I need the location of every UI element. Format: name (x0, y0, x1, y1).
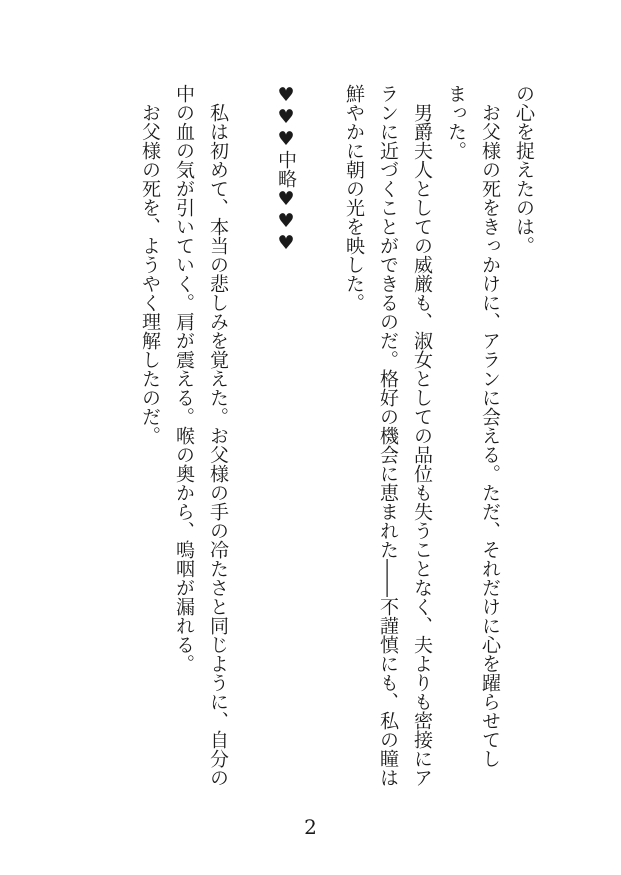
text-line: お父様の死を、ようやく理解したのだ。 (139, 84, 161, 445)
text-line: 中の血の気が引いていく。肩が震える。喉の奥から、嗚咽が漏れる。 (173, 84, 195, 673)
text-line: 男爵夫人としての威厳も、淑女としての品位も失うことなく、夫よりも密接にア (411, 84, 433, 787)
text-line: お父様の死をきっかけに、アランに会える。ただ、それだけに心を躍らせてし (479, 84, 501, 768)
section-omission-divider: ♥♥♥中略♥♥♥ (275, 84, 297, 254)
text-line: 私は初めて、本当の悲しみを覚えた。お父様の手の冷たさと同じように、自分の (207, 84, 229, 787)
text-line: まった。 (445, 84, 467, 160)
blank-line (235, 84, 269, 786)
blank-line (303, 84, 337, 786)
text-block (133, 84, 541, 786)
text-line: ランに近づくことができるのだ。格好の機会に恵まれた――不謹慎にも、私の瞳は (377, 84, 399, 787)
text-line: 鮮やかに朝の光を映した。 (343, 84, 365, 312)
text-line: の心を捉えたのは。 (513, 84, 535, 255)
page-number: 2 (304, 815, 317, 839)
